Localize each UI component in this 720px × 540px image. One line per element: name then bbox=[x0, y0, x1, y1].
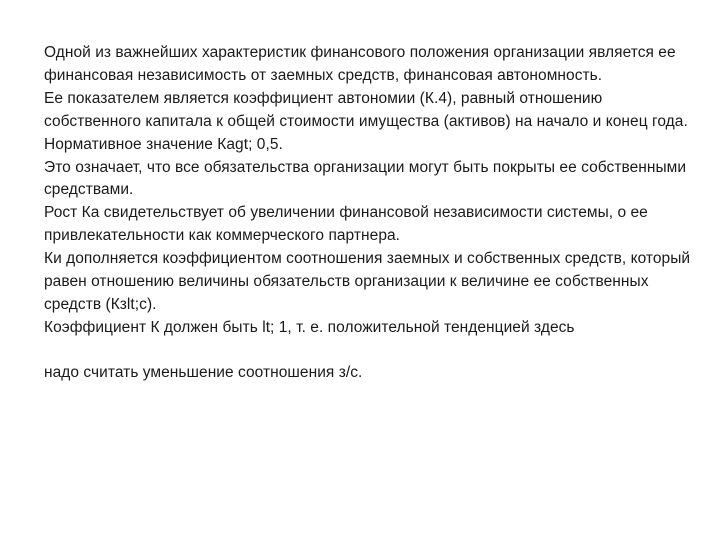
paragraph-debt-equity-ratio: Ки дополняется коэффициентом соотношения заемных и собственных средств, который равен отношению величины обязательств организации к величине ее собственных средств (Кзlt;с). bbox=[44, 250, 691, 313]
paragraph-autonomy-ratio: Ее показателем является коэффициент автономии (К.4), равный отношению собственного капитала к общей стоимости имущества (активов) на начало и конец года. bbox=[44, 89, 688, 130]
paragraph-conclusion: надо считать уменьшение соотношения з/с. bbox=[44, 363, 363, 381]
paragraph-obligations-covered: Это означает, что все обязательства организации могут быть покрыты ее собственными средствами. bbox=[44, 158, 687, 199]
paragraph-financial-independence: Одной из важнейших характеристик финансового положения организации является ее финансовая независимость от заемных средств, финансовая автономность. bbox=[44, 44, 676, 84]
paragraph-growth-ka: Рост Ка свидетельствует об увеличении финансовой независимости системы, о ее привлекательности как коммерческого партнера. bbox=[44, 204, 648, 245]
paragraph-ratio-requirement: Коэффициент К должен быть lt; 1, т. е. положительной тенденцией здесь bbox=[44, 318, 575, 336]
paragraph-normative-value: Нормативное значение Кagt; 0,5. bbox=[44, 135, 283, 153]
body-text bbox=[44, 42, 694, 385]
